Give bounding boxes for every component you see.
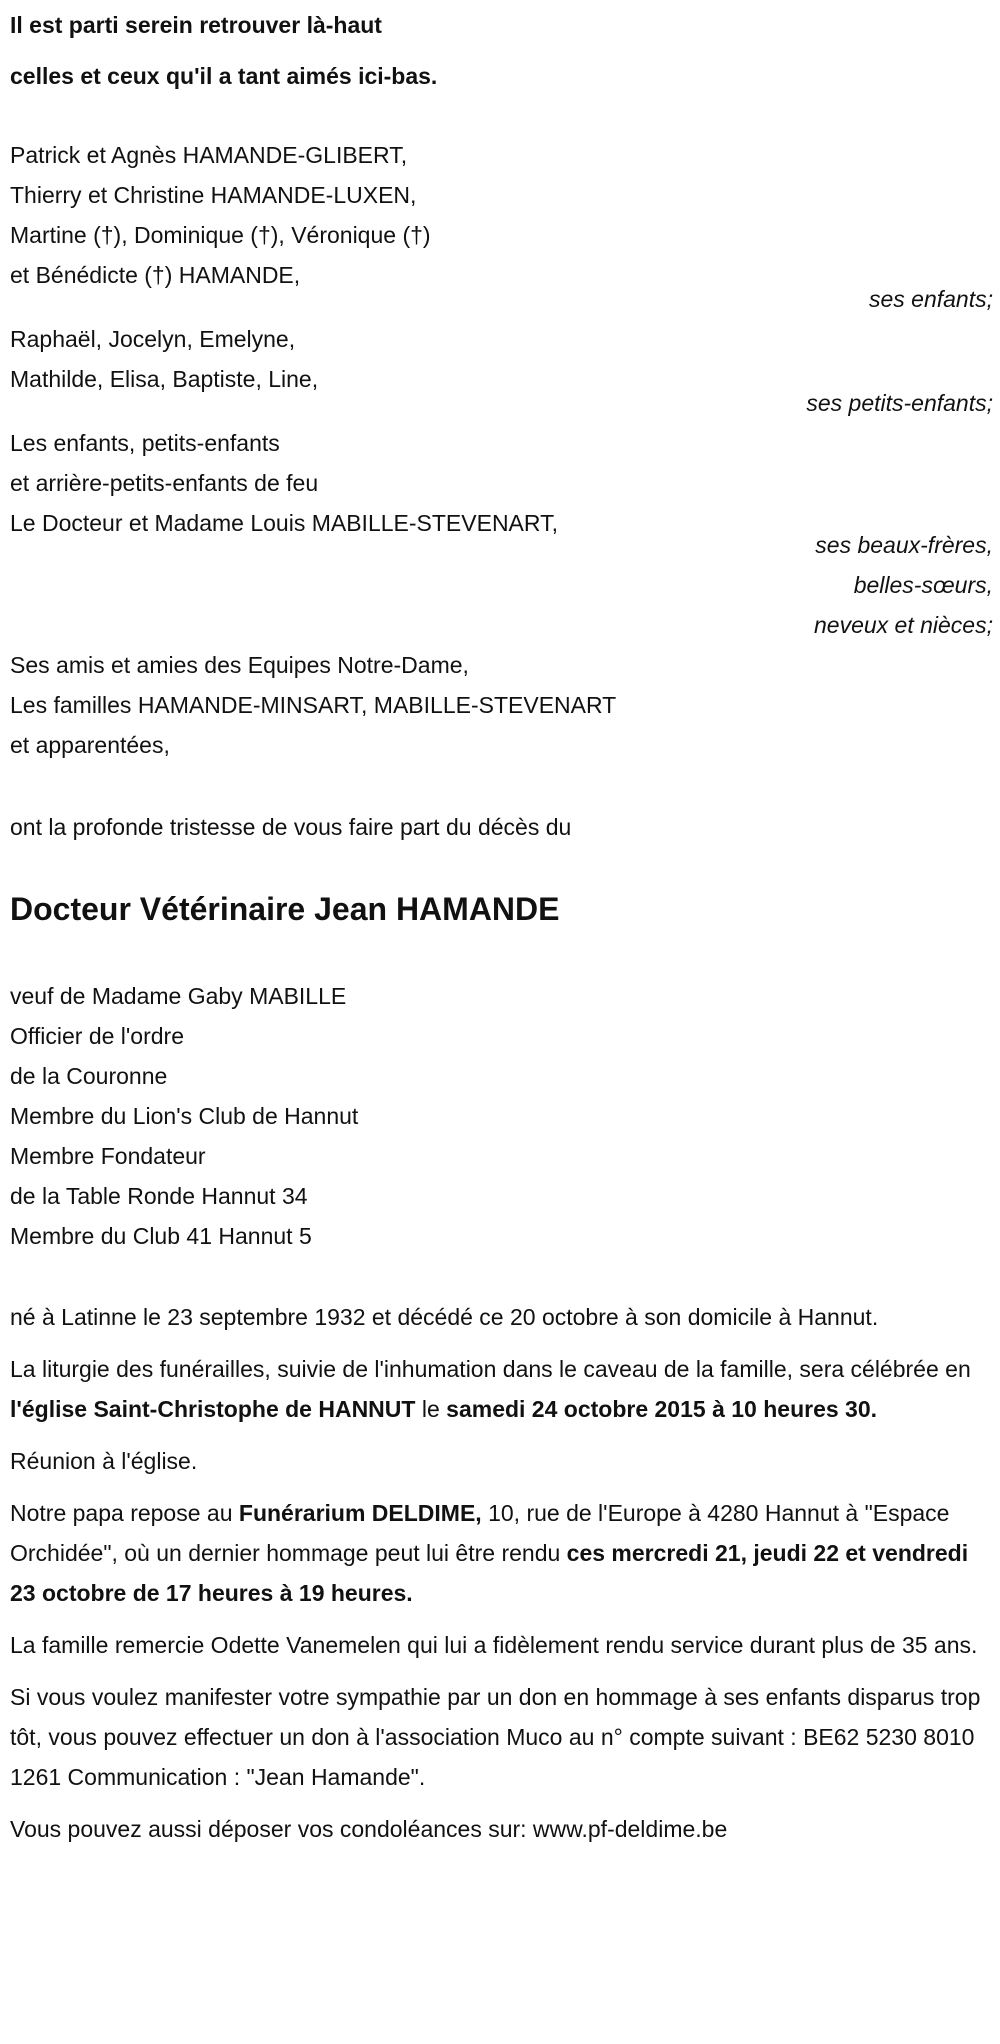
thanks-paragraph: La famille remercie Odette Vanemelen qui lui a fidèlement rendu service durant plus de 35 ans. [10,1632,978,1658]
deceased-title: Docteur Vétérinaire Jean HAMANDE [10,891,560,927]
funeral-paragraph [10,1349,985,1429]
family-line: Raphaël, Jocelyn, Emelyne, [10,326,296,352]
relation-label: ses enfants; [868,286,993,312]
title-line: Membre Fondateur [10,1143,206,1169]
birth-death-paragraph: né à Latinne le 23 septembre 1932 et décédé ce 20 octobre à son domicile à Hannut. [10,1304,879,1330]
titles-list [10,976,993,1256]
family-line: et arrière-petits-enfants de feu [10,470,319,496]
family-line: et apparentées, [10,732,170,758]
title-line: de la Table Ronde Hannut 34 [10,1183,308,1209]
verse-line: Il est parti serein retrouver là-haut [10,12,382,38]
family-line: Thierry et Christine HAMANDE-LUXEN, [10,182,417,208]
text: Notre papa repose au [10,1500,239,1526]
funeral-date: samedi 24 octobre 2015 à 10 heures 30. [446,1396,878,1422]
family-line: et Bénédicte (†) HAMANDE, [10,262,301,288]
donation-paragraph: Si vous voulez manifester votre sympathie par un don en hommage à ses enfants disparus trop tôt, vous pouvez effectuer un don à l'association Muco au n° compte suivant : BE62 5230 8010 1261 Communication : "Jean Hamande". [10,1684,981,1790]
funeral-home-name: Funérarium DELDIME, [238,1500,482,1526]
grandchildren-tag [806,383,993,423]
details [10,1297,985,1861]
children-list [10,135,993,295]
friends-list [10,645,993,765]
meeting-paragraph: Réunion à l'église. [10,1448,198,1474]
title-line: de la Couronne [10,1063,168,1089]
relation-label: ses petits-enfants; [806,390,993,416]
inlaws-tag [814,525,993,645]
verse-line: celles et ceux qu'il a tant aimés ici-bas. [10,63,438,89]
announcement [10,807,993,847]
family-line: Ses amis et amies des Equipes Notre-Dame, [10,652,469,678]
condolences-paragraph: Vous pouvez aussi déposer vos condoléances sur: www.pf-deldime.be [10,1816,728,1842]
family-line: Mathilde, Elisa, Baptiste, Line, [10,366,319,392]
title-line: Membre du Club 41 Hannut 5 [10,1223,312,1249]
text: le [415,1396,447,1422]
family-line: Martine (†), Dominique (†), Véronique (†) [10,222,431,248]
relation-label: neveux et nièces; [813,612,993,638]
visitation-dates: ces mercredi 21, jeudi 22 et vendredi 23 octobre de 17 heures à 19 heures. [10,1540,969,1606]
text: La liturgie des funérailles, suivie de l'inhumation dans le caveau de la famille, sera célébrée en [10,1356,971,1382]
family-line: Le Docteur et Madame Louis MABILLE-STEVENART, [10,510,558,536]
family-line: Les enfants, petits-enfants [10,430,280,456]
relation-label: ses beaux-frères, [815,532,993,558]
church-name: l'église Saint-Christophe de HANNUT [10,1396,416,1422]
visitation-paragraph [10,1493,985,1613]
family-line: Les familles HAMANDE-MINSART, MABILLE-STEVENART [10,692,617,718]
deceased-name [10,889,993,929]
title-line: Membre du Lion's Club de Hannut [10,1103,359,1129]
announcement-text: ont la profonde tristesse de vous faire part du décès du [10,814,572,840]
family-line: Patrick et Agnès HAMANDE-GLIBERT, [10,142,408,168]
title-line: veuf de Madame Gaby MABILLE [10,983,347,1009]
children-tag [869,279,993,319]
relation-label: belles-sœurs, [853,572,993,598]
opening-verse [10,0,993,102]
title-line: Officier de l'ordre [10,1023,184,1049]
text: 10, rue de l'Europe à 4280 Hannut à "Espace Orchidée", où un dernier hommage peut lui être rendu [10,1500,950,1566]
